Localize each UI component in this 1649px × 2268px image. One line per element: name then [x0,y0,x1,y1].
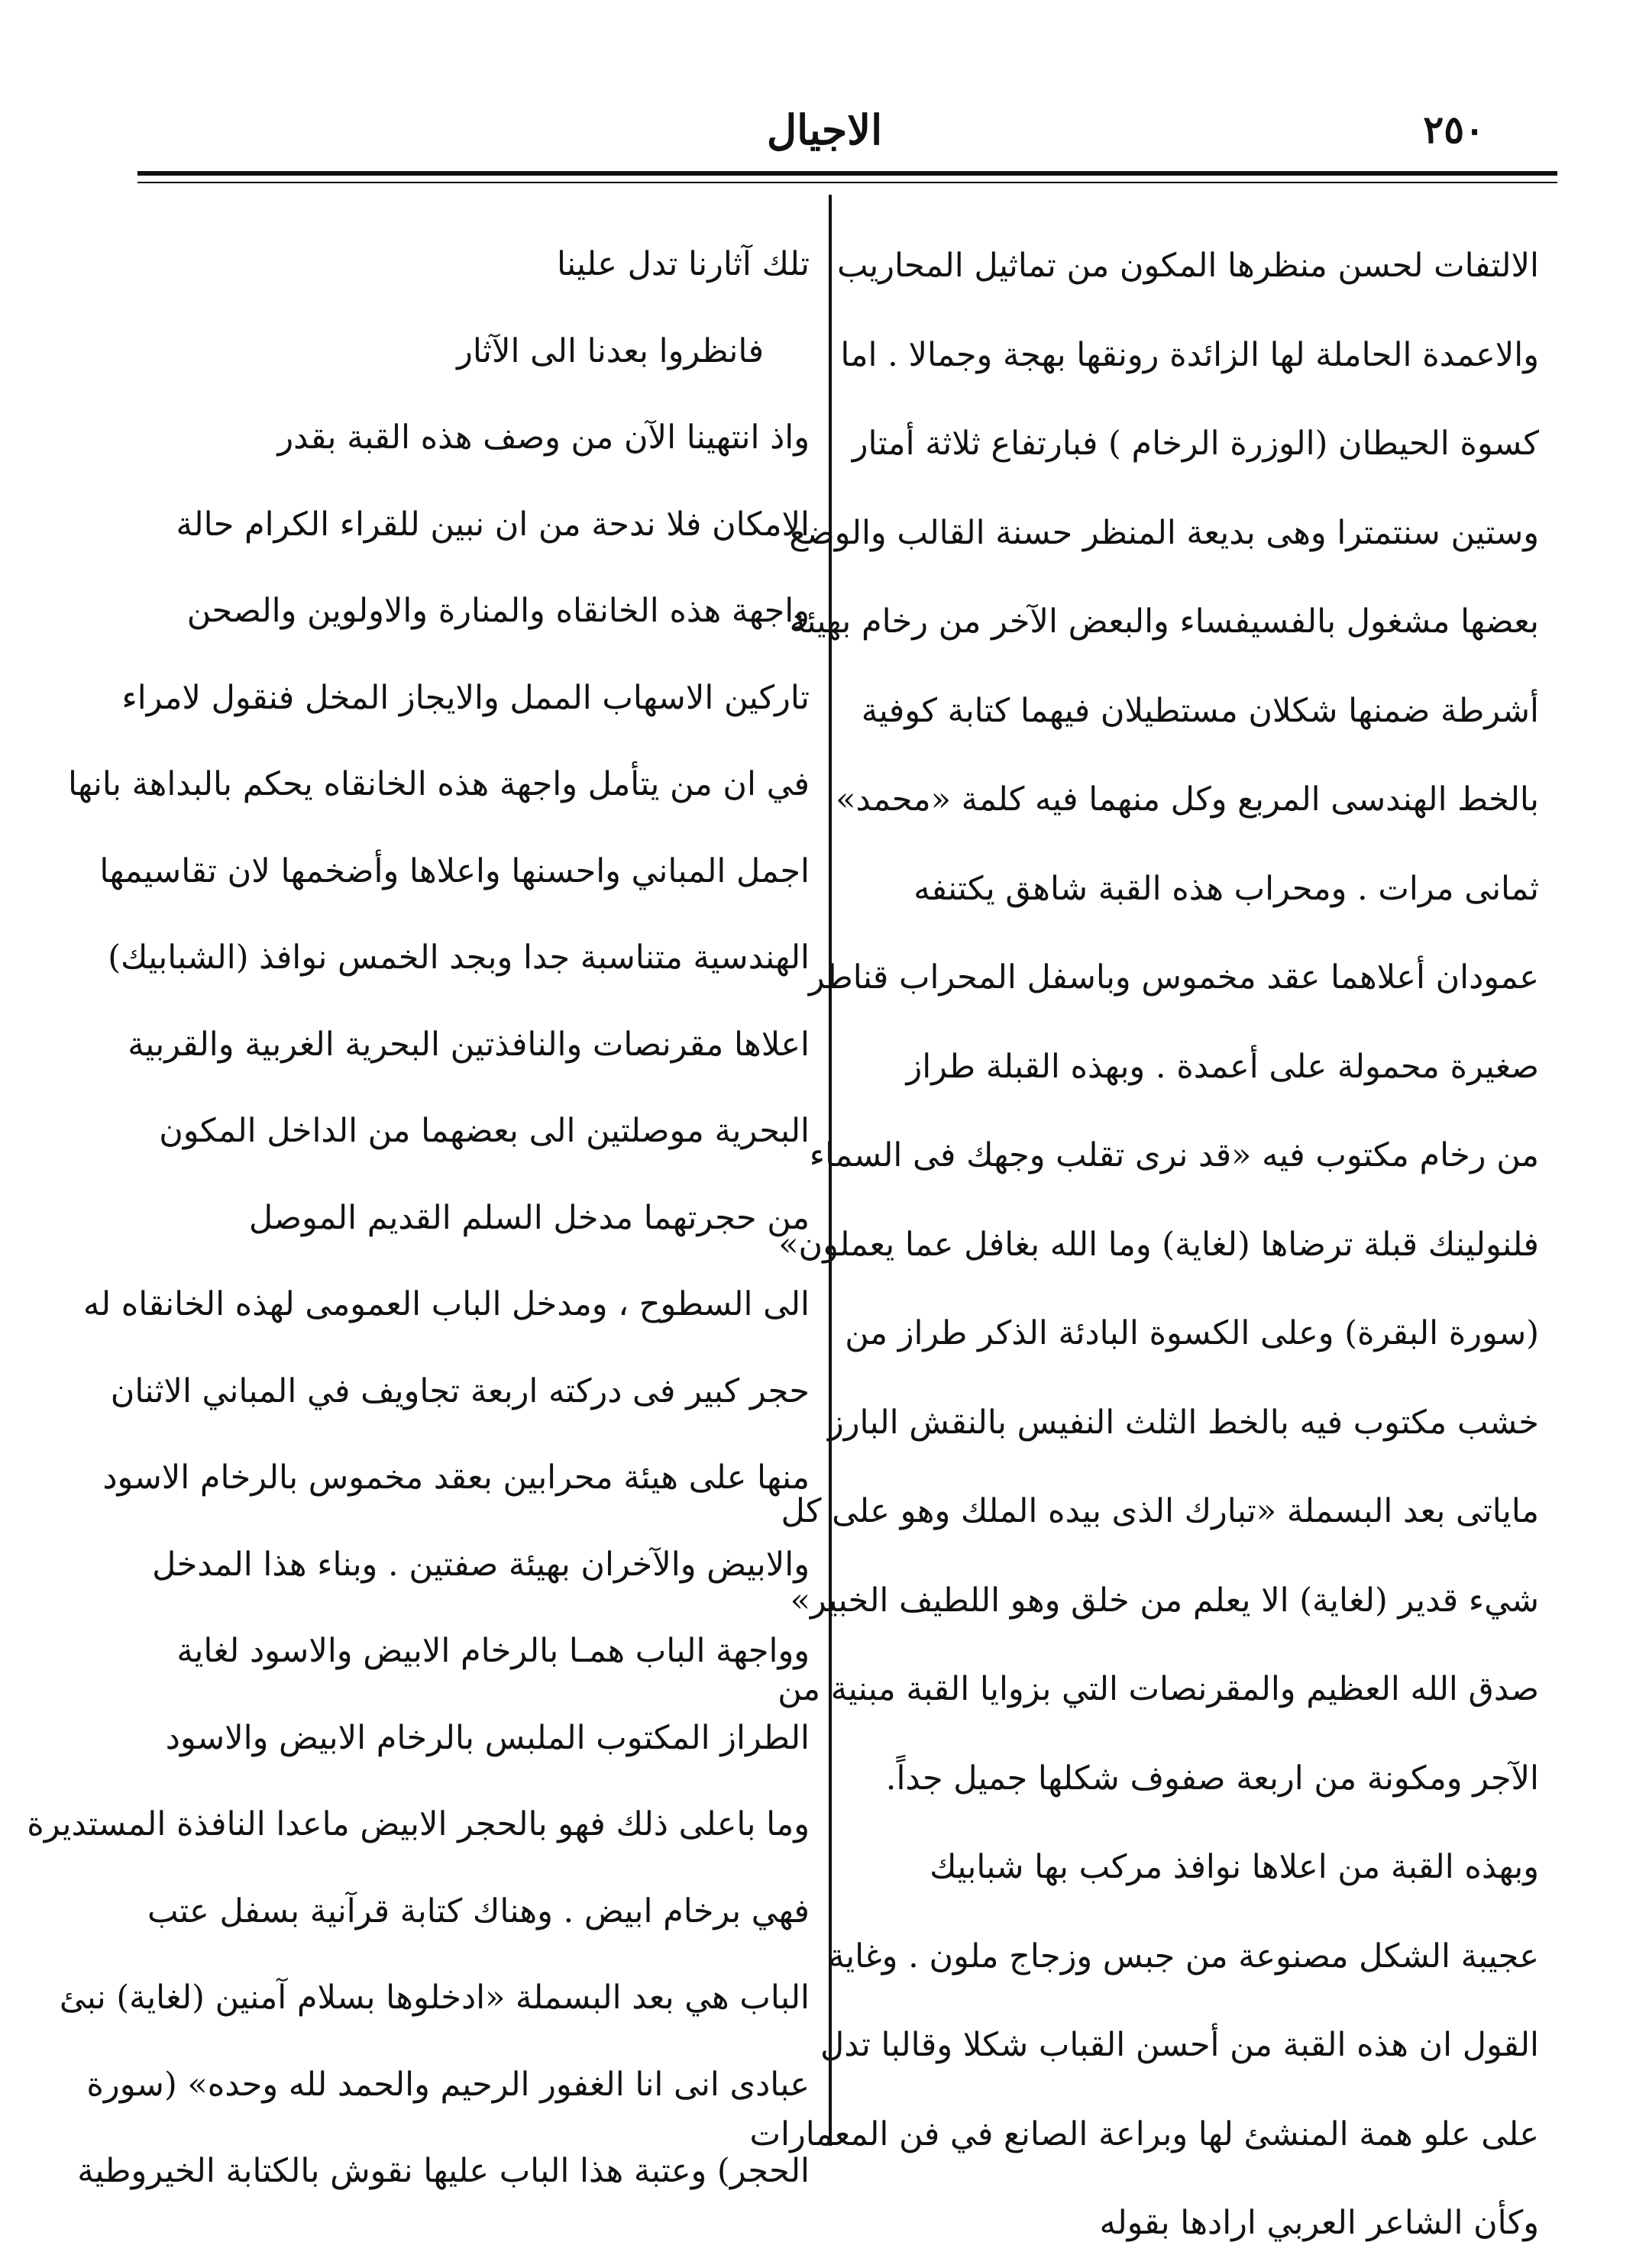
page-header [137,99,1512,168]
text-line: ثمانى مرات . ومحراب هذه القبة شاهق يكتنفه [913,869,1539,908]
right-column [749,221,1539,2268]
text-line: الحجر) وعتبة هذا الباب عليها نقوش بالكتابة الخيروطية [77,2152,810,2190]
text-line: عجيبة الشكل مصنوعة من جبس وزجاج ملون . وغاية [828,1937,1539,1976]
text-line: والابيض والآخران بهيئة صفتين . وبناء هذا المدخل [152,1545,810,1584]
text-line: فهي برخام ابيض . وهناك كتابة قرآنية بسفل عتب [147,1892,810,1930]
text-line: تاركين الاسهاب الممل والايجاز المخل فنقول لامراء [121,678,810,717]
text-line: واذ انتهينا الآن من وصف هذه القبة بقدر [277,418,810,457]
header-rule-thin [137,182,1557,183]
text-line: الالتفات لحسن منظرها المكون من تماثيل المحاريب [837,247,1539,285]
text-line: الى السطوح ، ومدخل الباب العمومى لهذه الخانقاه له [82,1285,810,1323]
text-line: وكأن الشاعر العربي ارادها بقوله [1099,2204,1539,2242]
text-line: عمودان أعلاهما عقد مخموس وباسفل المحراب قناطر [808,958,1539,997]
text-line: بعضها مشغول بالفسيفساء والبعض الآخر من رخام بهيئة [789,603,1539,641]
text-line: فلنولينك قبلة ترضاها (لغاية) وما الله بغافل عما يعملون» [778,1225,1539,1264]
text-line: صدق الله العظيم والمقرنصات التي بزوايا القبة مبنية من [778,1670,1539,1708]
text-line: أشرطة ضمنها شكلان مستطيلان فيهما كتابة كوفية [861,691,1539,730]
text-line: (سورة البقرة) وعلى الكسوة البادئة الذكر طراز من [845,1314,1539,1352]
text-line: وبهذه القبة من اعلاها نوافذ مركب بها شبابيك [930,1848,1539,1886]
text-line: من رخام مكتوب فيه «قد نرى تقلب وجهك فى السماء [809,1136,1539,1174]
text-line: كسوة الحيطان (الوزرة الرخام ) فبارتفاع ثلاثة أمتار [852,425,1539,463]
text-line: وواجهة الباب همـا بالرخام الابيض والاسود لغاية [176,1632,810,1670]
header-rule-thick [137,171,1557,176]
text-line: بالخط الهندسى المربع وكل منهما فيه كلمة «محمد» [836,780,1539,819]
text-line: والاعمدة الحاملة لها الزائدة رونقها بهجة وجمالا . اما [840,335,1539,374]
text-line: القول ان هذه القبة من أحسن القباب شكلا وقالبا تدل [820,2026,1539,2064]
text-line: وما باعلى ذلك فهو بالحجر الابيض ماعدا النافذة المستديرة [27,1805,810,1843]
text-line: ماياتى بعد البسملة «تبارك الذى بيده الملك وهو على كل [781,1492,1539,1530]
text-line: البحرية موصلتين الى بعضهما من الداخل المكون [159,1112,810,1150]
text-line: منها على هيئة محرابين بعقد مخموس بالرخام الاسود [102,1459,810,1497]
text-line: اعلاها مقرنصات والنافذتين البحرية الغربية والقربية [128,1025,810,1064]
verse-line: فانظروا بعدنا الى الآثار [457,331,764,370]
text-line: خشب مكتوب فيه بالخط الثلث النفيس بالنقش البارز [827,1403,1539,1442]
left-column [27,221,810,2215]
text-line: الامكان فلا ندحة من ان نبين للقراء الكرام حالة [176,505,810,544]
text-line: وستين سنتمترا وهى بديعة المنظر حسنة القالب والوضع [789,513,1539,552]
text-line: على علو همة المنشئ لها وبراعة الصانع في فن المعمارات [749,2115,1539,2153]
page-number: ٢٥٠ [1423,107,1485,152]
verse-line: تلك آثارنا تدل علينا [556,245,810,283]
running-title: الاجيال [766,105,883,154]
text-line: صغيرة محمولة على أعمدة . وبهذه القبلة طراز [906,1047,1539,1086]
text-line: الهندسية متناسبة جدا وبجد الخمس نوافذ (الشبابيك) [108,939,810,977]
text-line: اجمل المباني واحسنها واعلاها وأضخمها لان تقاسيمها [99,851,810,890]
text-line: شيء قدير (لغاية) الا يعلم من خلق وهو اللطيف الخبير» [790,1581,1539,1620]
text-line: من حجرتهما مدخل السلم القديم الموصل [248,1198,810,1237]
text-line: في ان من يتأمل واجهة هذه الخانقاه يحكم بالبداهة بانها [68,765,810,803]
text-line: الآجر ومكونة من اربعة صفوف شكلها جميل جداً. [885,1759,1539,1798]
text-line: حجر كبير فى دركته اربعة تجاويف في المباني الاثنان [110,1371,810,1410]
text-line: واجهة هذه الخانقاه والمنارة والاولوين والصحن [186,592,810,630]
text-line: الباب هي بعد البسملة «ادخلوها بسلام آمنين (لغاية) نبئ [59,1979,810,2017]
text-line: الطراز المكتوب الملبس بالرخام الابيض والاسود [165,1718,810,1757]
text-line: عبادى انى انا الغفور الرحيم والحمد لله وحده» (سورة [86,2065,810,2104]
